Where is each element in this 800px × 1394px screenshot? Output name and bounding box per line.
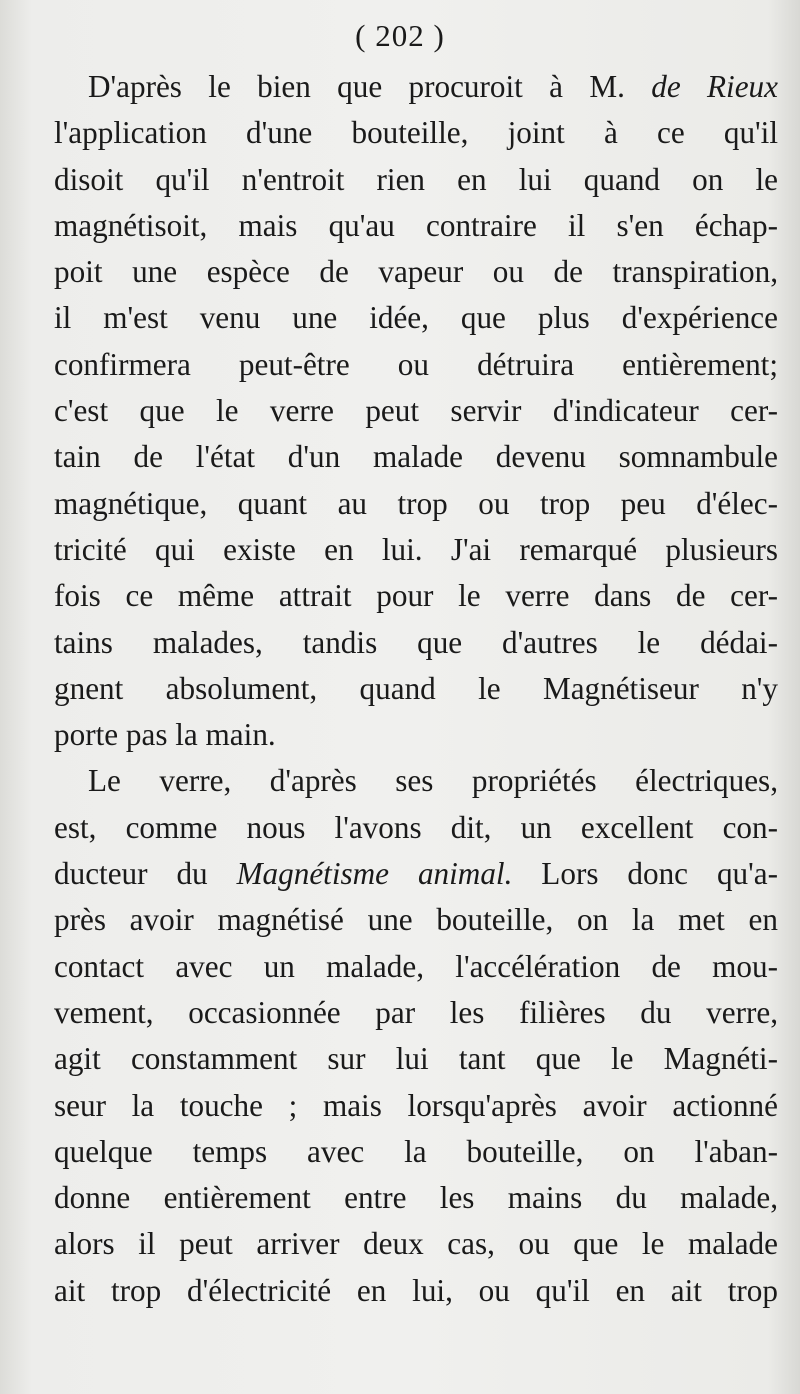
text-line (54, 758, 778, 804)
text-line (54, 110, 778, 156)
text-line (54, 666, 778, 712)
text-segment: l'application d'une bouteille, joint à ce qu'il (54, 115, 778, 151)
text-line (54, 805, 778, 851)
text-segment: Lors donc qu'a- (512, 856, 778, 892)
text-line (54, 1083, 778, 1129)
text-line (54, 388, 778, 434)
text-line (54, 527, 778, 573)
text-segment: D'après le bien que procuroit à M. (88, 69, 652, 104)
text-segment: seur la touche ; mais lorsqu'après avoir actionné (54, 1087, 778, 1123)
text-line (54, 573, 778, 619)
text-line (54, 203, 778, 249)
text-line (54, 1036, 778, 1082)
text-line (54, 434, 778, 480)
text-segment: ducteur du (54, 856, 237, 892)
text-segment: Le verre, d'après ses propriétés électriques, (88, 763, 778, 799)
text-line (54, 1221, 778, 1267)
text-line (54, 1268, 778, 1314)
text-segment: tricité qui existe en lui. J'ai remarqué plusieurs (54, 531, 778, 567)
body-text (54, 64, 778, 1314)
text-segment: gnent absolument, quand le Magnétiseur n'y (54, 670, 778, 706)
page-number: ( 202 ) (355, 18, 445, 53)
text-line (54, 342, 778, 388)
text-line (54, 481, 778, 527)
text-segment: confirmera peut-être ou détruira entièrement; (54, 346, 778, 382)
text-segment: ait trop d'électricité en lui, ou qu'il en ait trop (54, 1272, 778, 1308)
text-segment: magnétisoit, mais qu'au contraire il s'en échap- (54, 207, 778, 243)
text-line (54, 897, 778, 943)
text-segment: tain de l'état d'un malade devenu somnambule (54, 439, 778, 475)
text-line (54, 157, 778, 203)
text-line (54, 1129, 778, 1175)
text-segment: c'est que le verre peut servir d'indicateur cer- (54, 393, 778, 429)
text-segment: il m'est venu une idée, que plus d'expérience (54, 300, 778, 336)
text-segment: vement, occasionnée par les filières du verre, (54, 994, 778, 1030)
text-segment: poit une espèce de vapeur ou de transpiration, (54, 254, 778, 290)
text-line (54, 295, 778, 341)
text-line (54, 249, 778, 295)
text-line (54, 851, 778, 897)
text-segment: alors il peut arriver deux cas, ou que le malade (54, 1226, 778, 1262)
italic-text: de Rieux (651, 69, 778, 104)
text-segment: quelque temps avec la bouteille, on l'aban- (54, 1133, 778, 1169)
text-segment: contact avec un malade, l'accélération de mou- (54, 948, 778, 984)
text-segment: disoit qu'il n'entroit rien en lui quand on le (54, 161, 778, 197)
text-line (54, 944, 778, 990)
text-segment: tains malades, tandis que d'autres le dédai- (54, 624, 778, 660)
text-line (54, 1175, 778, 1221)
text-segment: agit constamment sur lui tant que le Magnéti- (54, 1041, 778, 1077)
italic-text: Magnétisme animal. (236, 856, 513, 892)
text-segment: porte pas la main. (54, 717, 276, 753)
text-segment: est, comme nous l'avons dit, un excellent con- (54, 809, 778, 845)
text-line (54, 64, 778, 110)
text-line (54, 620, 778, 666)
text-segment: donne entièrement entre les mains du malade, (54, 1180, 778, 1216)
text-segment: fois ce même attrait pour le verre dans de cer- (54, 578, 778, 614)
text-segment: près avoir magnétisé une bouteille, on la met en (54, 902, 778, 938)
text-segment: magnétique, quant au trop ou trop peu d'élec- (54, 485, 778, 521)
text-line (54, 712, 778, 758)
text-line (54, 990, 778, 1036)
